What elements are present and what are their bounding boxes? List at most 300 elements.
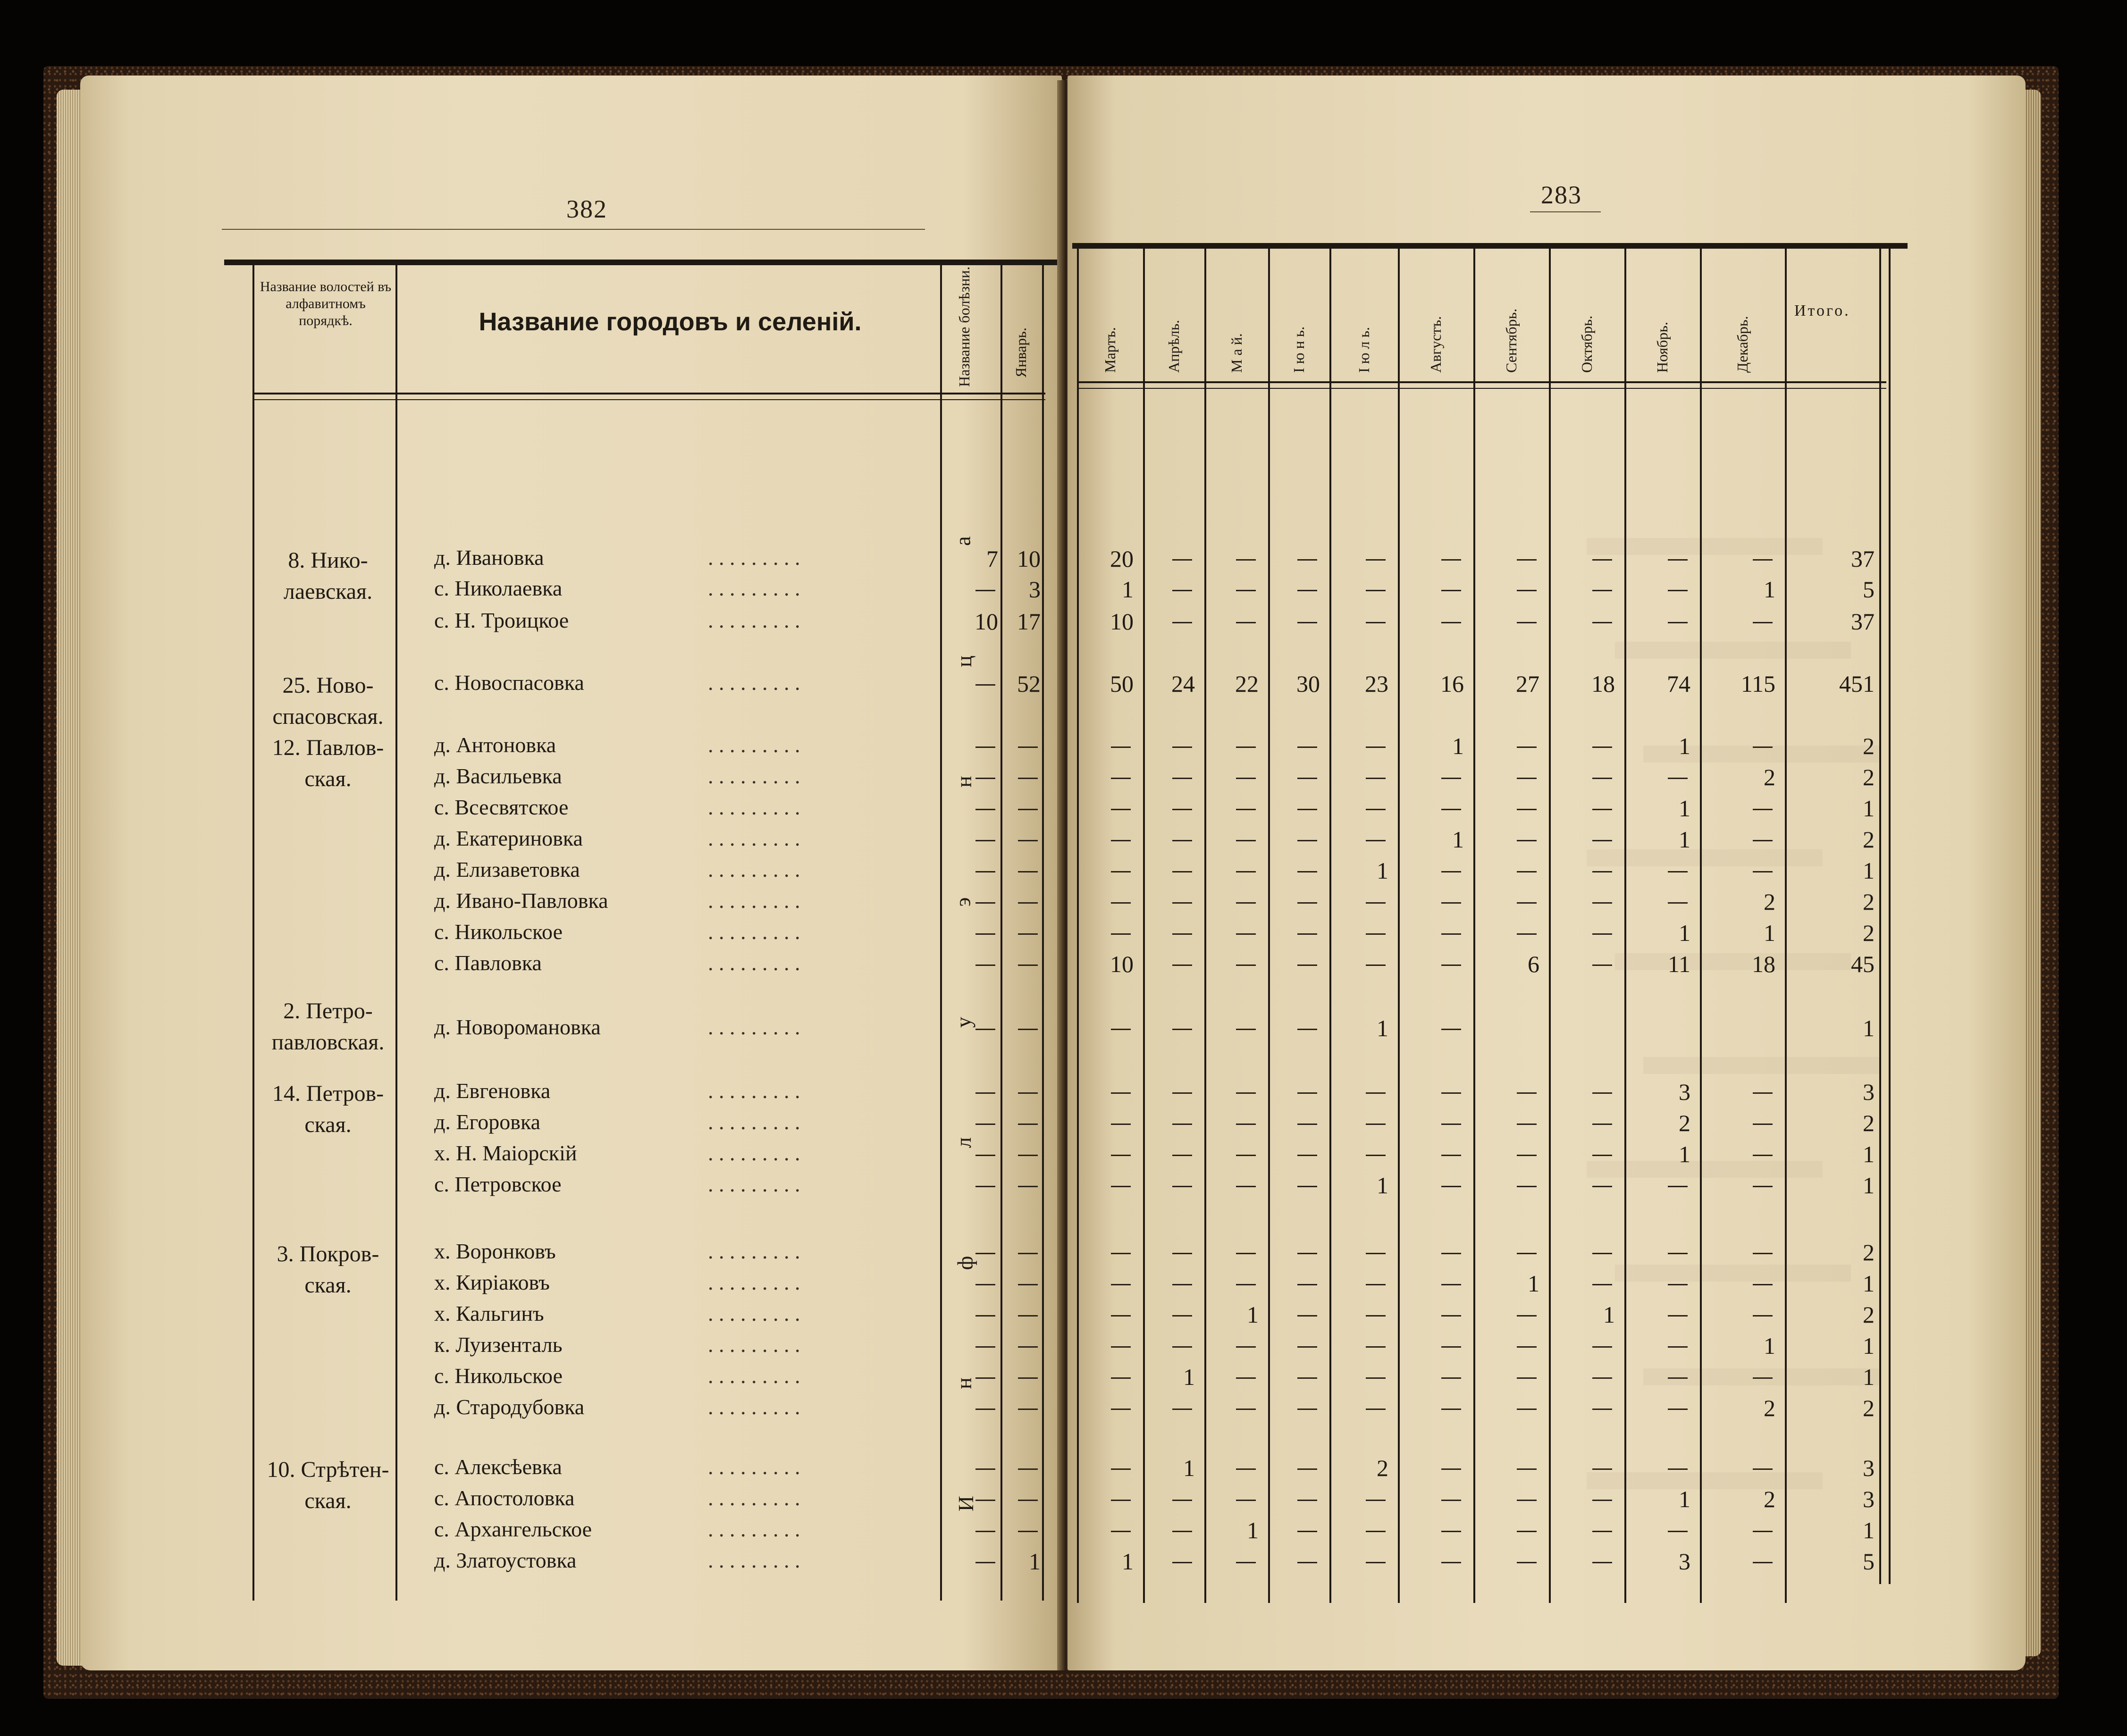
month-value-dash xyxy=(1297,1186,1317,1187)
month-value-dash xyxy=(1517,1315,1537,1317)
feb-value-dash xyxy=(1018,933,1038,935)
total-value: 2 xyxy=(1863,1239,1875,1266)
month-value-dash xyxy=(1172,1284,1192,1285)
month-value-dash xyxy=(1366,902,1386,904)
header-bottom-rule-2 xyxy=(1077,388,1886,389)
month-value: 115 xyxy=(1740,671,1775,697)
month-value-dash xyxy=(1753,1562,1773,1563)
month-value-dash xyxy=(1441,1531,1461,1532)
disease-letter: И xyxy=(954,1495,978,1512)
month-value-dash xyxy=(1753,1468,1773,1470)
jan-value-dash xyxy=(975,746,995,748)
month-value-dash xyxy=(1753,1186,1773,1187)
jan-value-dash xyxy=(975,684,995,686)
right-page xyxy=(1068,75,2026,1670)
month-value-dash xyxy=(1236,746,1256,748)
month-value-dash xyxy=(1236,590,1256,591)
feb-value-dash xyxy=(1018,1029,1038,1030)
column-divider xyxy=(1700,249,1702,1603)
table-left-border xyxy=(252,265,254,1601)
feb-value-dash xyxy=(1018,1155,1038,1156)
month-value-dash xyxy=(1172,559,1192,561)
month-value-dash xyxy=(1668,1253,1688,1254)
month-value: 1 xyxy=(1679,826,1690,853)
feb-value-dash xyxy=(1018,1531,1038,1532)
month-value: 74 xyxy=(1667,671,1690,697)
settlement-name: д. Елизаветовка xyxy=(434,857,580,881)
feb-value-dash xyxy=(1018,1500,1038,1501)
month-value-dash xyxy=(1441,1124,1461,1125)
month-value-dash xyxy=(1111,1346,1131,1348)
month-value: 1 xyxy=(1377,1172,1388,1199)
month-value-dash xyxy=(1441,902,1461,904)
month-value-dash xyxy=(1668,902,1688,904)
leader-dots: . . . . . . . . . xyxy=(708,764,800,788)
month-value-dash xyxy=(1172,1562,1192,1563)
jan-value-dash xyxy=(975,840,995,841)
month-value-dash xyxy=(1592,933,1612,935)
column-divider xyxy=(1473,249,1475,1603)
bleed-through-line xyxy=(1643,1368,1879,1385)
column-divider xyxy=(1549,249,1551,1603)
volost-name: 2. Петро- павловская. xyxy=(271,998,385,1055)
month-value-dash xyxy=(1111,1468,1131,1470)
month-value: 10 xyxy=(1110,608,1134,635)
month-value-dash xyxy=(1236,1562,1256,1563)
leader-dots: . . . . . . . . . xyxy=(708,920,800,944)
month-value-dash xyxy=(1753,622,1773,623)
month-value-dash xyxy=(1441,809,1461,810)
month-value: 1 xyxy=(1183,1455,1195,1481)
month-value-dash xyxy=(1668,1315,1688,1317)
month-value-dash xyxy=(1297,746,1317,748)
month-value-dash xyxy=(1668,622,1688,623)
month-value-dash xyxy=(1517,1409,1537,1410)
month-value-dash xyxy=(1172,840,1192,841)
settlement-name: с. Архангельское xyxy=(434,1517,592,1541)
month-value: 2 xyxy=(1377,1455,1388,1481)
month-value-dash xyxy=(1111,1124,1131,1125)
settlement-name: с. Никольское xyxy=(434,1364,563,1388)
header-disease: Название болѣзни. xyxy=(956,266,973,387)
month-value-dash xyxy=(1366,622,1386,623)
column-divider xyxy=(1204,249,1206,1603)
settlement-name: д. Ивановка xyxy=(434,545,544,570)
month-value-dash xyxy=(1592,622,1612,623)
month-value-dash xyxy=(1753,1284,1773,1285)
month-value-dash xyxy=(1236,1346,1256,1348)
leader-dots: . . . . . . . . . xyxy=(708,1517,800,1541)
bleed-through-line xyxy=(1643,746,1879,763)
jan-value: 7 xyxy=(986,545,998,572)
month-value: 1 xyxy=(1377,1015,1388,1041)
month-value-dash xyxy=(1366,778,1386,779)
total-value: 45 xyxy=(1851,951,1875,977)
month-value-dash xyxy=(1366,1500,1386,1501)
month-value-dash xyxy=(1366,933,1386,935)
month-value-dash xyxy=(1366,840,1386,841)
month-value-dash xyxy=(1592,1468,1612,1470)
month-value-dash xyxy=(1111,1409,1131,1410)
leader-dots: . . . . . . . . . xyxy=(708,1110,800,1134)
bleed-through-line xyxy=(1587,538,1823,555)
month-value-dash xyxy=(1172,1186,1192,1187)
month-value-dash xyxy=(1441,1377,1461,1379)
disease-letter: ф xyxy=(953,1256,977,1270)
month-value: 1 xyxy=(1679,795,1690,822)
jan-value-dash xyxy=(975,1409,995,1410)
month-value-dash xyxy=(1111,1531,1131,1532)
month-value-dash xyxy=(1366,1377,1386,1379)
month-value: 1 xyxy=(1764,1333,1775,1359)
jan-value-dash xyxy=(975,871,995,872)
month-value-dash xyxy=(1236,778,1256,779)
header-bottom-rule-2 xyxy=(252,399,1045,400)
month-value-dash xyxy=(1441,1253,1461,1254)
volost-name: 12. Павлов- ская. xyxy=(272,735,384,791)
month-value-dash xyxy=(1441,1186,1461,1187)
total-value: 1 xyxy=(1863,1270,1875,1297)
total-value: 2 xyxy=(1863,889,1875,915)
total-value: 451 xyxy=(1839,671,1875,697)
month-value-dash xyxy=(1172,871,1192,872)
month-value: 1 xyxy=(1247,1517,1259,1543)
month-value-dash xyxy=(1592,1562,1612,1563)
page-number-underline xyxy=(1530,211,1601,212)
month-value-dash xyxy=(1236,902,1256,904)
month-value-dash xyxy=(1592,1377,1612,1379)
month-value: 3 xyxy=(1679,1079,1690,1105)
jan-value-dash xyxy=(975,778,995,779)
month-value-dash xyxy=(1441,1029,1461,1030)
month-value-dash xyxy=(1172,1029,1192,1030)
column-divider xyxy=(1398,249,1400,1603)
feb-value-dash xyxy=(1018,840,1038,841)
month-value-dash xyxy=(1111,1155,1131,1156)
bleed-through-line xyxy=(1587,849,1823,866)
bleed-through-line xyxy=(1587,1472,1823,1489)
month-value-dash xyxy=(1366,1124,1386,1125)
month-header: Сентябрь. xyxy=(1503,308,1520,373)
disease-letter: э xyxy=(950,897,975,907)
month-value-dash xyxy=(1517,902,1537,904)
month-value: 1 xyxy=(1452,826,1464,853)
month-value-dash xyxy=(1236,1468,1256,1470)
month-value: 24 xyxy=(1171,671,1195,697)
leader-dots: . . . . . . . . . xyxy=(708,1548,800,1572)
feb-value-dash xyxy=(1018,1468,1038,1470)
month-value-dash xyxy=(1753,871,1773,872)
leader-dots: . . . . . . . . . xyxy=(708,1270,800,1294)
settlement-name: д. Егоровка xyxy=(434,1110,541,1134)
month-value-dash xyxy=(1668,778,1688,779)
month-value-dash xyxy=(1753,1155,1773,1156)
month-value-dash xyxy=(1592,559,1612,561)
feb-value-dash xyxy=(1018,1253,1038,1254)
month-value-dash xyxy=(1668,1468,1688,1470)
month-value-dash xyxy=(1517,809,1537,810)
month-value: 1 xyxy=(1603,1301,1615,1328)
feb-value: 17 xyxy=(1017,608,1041,635)
left-page xyxy=(80,75,1062,1670)
month-value-dash xyxy=(1111,1500,1131,1501)
month-value-dash xyxy=(1592,778,1612,779)
month-value-dash xyxy=(1517,778,1537,779)
month-value-dash xyxy=(1297,871,1317,872)
month-value-dash xyxy=(1517,1500,1537,1501)
month-value: 10 xyxy=(1110,951,1134,977)
total-value: 1 xyxy=(1863,1172,1875,1199)
jan-value-dash xyxy=(975,1468,995,1470)
month-value-dash xyxy=(1517,1186,1537,1187)
column-divider xyxy=(1042,265,1044,1601)
disease-letter: ц xyxy=(951,655,976,667)
page-number-right: 283 xyxy=(1541,181,1582,209)
total-value: 1 xyxy=(1863,1015,1875,1041)
bleed-through-line xyxy=(1643,1057,1879,1074)
month-value-dash xyxy=(1592,1253,1612,1254)
month-value: 30 xyxy=(1296,671,1320,697)
feb-value-dash xyxy=(1018,1346,1038,1348)
column-divider xyxy=(1624,249,1626,1603)
month-value-dash xyxy=(1111,1377,1131,1379)
total-value: 5 xyxy=(1863,1548,1875,1575)
jan-value-dash xyxy=(975,1092,995,1094)
settlement-name: с. Николаевка xyxy=(434,576,563,600)
feb-value-dash xyxy=(1018,1284,1038,1285)
month-value-dash xyxy=(1172,746,1192,748)
month-value-dash xyxy=(1366,1253,1386,1254)
month-value-dash xyxy=(1172,1092,1192,1094)
month-value-dash xyxy=(1111,933,1131,935)
month-value-dash xyxy=(1592,871,1612,872)
month-value-dash xyxy=(1297,840,1317,841)
month-value-dash xyxy=(1172,590,1192,591)
leader-dots: . . . . . . . . . xyxy=(708,857,800,881)
month-value-dash xyxy=(1517,1253,1537,1254)
month-value-dash xyxy=(1441,590,1461,591)
month-value-dash xyxy=(1753,1124,1773,1125)
month-value-dash xyxy=(1366,964,1386,966)
settlement-name: д. Новоромановка xyxy=(434,1015,601,1039)
month-value-dash xyxy=(1441,1155,1461,1156)
total-value: 1 xyxy=(1863,795,1875,822)
month-header: Мартъ. xyxy=(1101,327,1118,373)
month-value: 2 xyxy=(1764,1395,1775,1421)
month-value-dash xyxy=(1517,840,1537,841)
month-value-dash xyxy=(1236,809,1256,810)
month-value-dash xyxy=(1366,1346,1386,1348)
month-value-dash xyxy=(1441,933,1461,935)
month-value-dash xyxy=(1172,1531,1192,1532)
month-value-dash xyxy=(1517,1468,1537,1470)
month-value-dash xyxy=(1517,871,1537,872)
feb-value-dash xyxy=(1018,1315,1038,1317)
month-value-dash xyxy=(1517,1346,1537,1348)
volost-name: 3. Покров- ская. xyxy=(277,1241,379,1298)
month-value-dash xyxy=(1297,590,1317,591)
month-value-dash xyxy=(1592,1092,1612,1094)
total-value: 37 xyxy=(1851,608,1875,635)
column-divider xyxy=(1000,265,1002,1601)
leader-dots: . . . . . . . . . xyxy=(708,1141,800,1165)
feb-value-dash xyxy=(1018,1124,1038,1125)
month-value-dash xyxy=(1297,1315,1317,1317)
month-value: 1 xyxy=(1377,857,1388,884)
month-value-dash xyxy=(1172,622,1192,623)
total-value: 2 xyxy=(1863,733,1875,759)
settlement-name: х. Н. Маiорскiй xyxy=(434,1141,577,1165)
month-value-dash xyxy=(1366,746,1386,748)
feb-value: 1 xyxy=(1029,1548,1041,1575)
disease-letter: л xyxy=(951,1137,975,1148)
month-value-dash xyxy=(1753,1253,1773,1254)
settlement-name: с. Алексѣевка xyxy=(434,1455,562,1479)
month-value-dash xyxy=(1297,933,1317,935)
month-value-dash xyxy=(1668,1186,1688,1187)
month-value-dash xyxy=(1517,590,1537,591)
month-value-dash xyxy=(1111,1253,1131,1254)
month-value: 2 xyxy=(1764,889,1775,915)
header-month: Январь. xyxy=(1012,327,1029,377)
month-value-dash xyxy=(1366,1531,1386,1532)
month-header: І ю н ь. xyxy=(1290,326,1307,373)
leader-dots: . . . . . . . . . xyxy=(708,1486,800,1510)
total-value: 1 xyxy=(1863,1333,1875,1359)
table-top-rule xyxy=(1072,243,1908,249)
total-header: Итого. xyxy=(1794,302,1850,319)
feb-value-dash xyxy=(1018,1092,1038,1094)
total-value: 37 xyxy=(1851,545,1875,572)
total-value: 2 xyxy=(1863,1110,1875,1136)
month-value-dash xyxy=(1297,902,1317,904)
leader-dots: . . . . . . . . . xyxy=(708,951,800,975)
month-value-dash xyxy=(1592,1531,1612,1532)
month-value-dash xyxy=(1236,840,1256,841)
month-value-dash xyxy=(1366,1155,1386,1156)
month-value: 2 xyxy=(1764,764,1775,790)
month-value-dash xyxy=(1441,1284,1461,1285)
month-value-dash xyxy=(1111,1092,1131,1094)
month-value-dash xyxy=(1366,1284,1386,1285)
jan-value: 10 xyxy=(975,608,998,635)
disease-letter: н xyxy=(951,776,976,788)
month-value-dash xyxy=(1592,840,1612,841)
feb-value-dash xyxy=(1018,778,1038,779)
jan-value-dash xyxy=(975,964,995,966)
total-value: 1 xyxy=(1863,1364,1875,1390)
month-value-dash xyxy=(1297,559,1317,561)
month-value: 1 xyxy=(1247,1301,1259,1328)
month-value-dash xyxy=(1517,1155,1537,1156)
month-value: 1 xyxy=(1679,733,1690,759)
jan-value-dash xyxy=(975,1562,995,1563)
month-header: Августъ. xyxy=(1427,316,1444,373)
month-value: 2 xyxy=(1679,1110,1690,1136)
month-header: Ноябрь. xyxy=(1654,321,1671,373)
month-value-dash xyxy=(1592,1346,1612,1348)
month-value: 1 xyxy=(1764,576,1775,603)
total-value: 1 xyxy=(1863,1141,1875,1167)
month-value-dash xyxy=(1297,1562,1317,1563)
month-value: 1 xyxy=(1183,1364,1195,1390)
bleed-through-line xyxy=(1587,1161,1823,1178)
column-divider xyxy=(1329,249,1331,1603)
total-value: 3 xyxy=(1863,1455,1875,1481)
jan-value-dash xyxy=(975,1315,995,1317)
month-value-dash xyxy=(1592,902,1612,904)
month-value-dash xyxy=(1753,1531,1773,1532)
settlement-name: д. Евгеновка xyxy=(434,1079,551,1103)
feb-value-dash xyxy=(1018,1409,1038,1410)
month-value: 23 xyxy=(1365,671,1388,697)
month-value-dash xyxy=(1441,964,1461,966)
month-value-dash xyxy=(1236,1186,1256,1187)
month-value-dash xyxy=(1441,1092,1461,1094)
leader-dots: . . . . . . . . . xyxy=(708,1333,800,1357)
month-value-dash xyxy=(1517,622,1537,623)
month-value-dash xyxy=(1111,1315,1131,1317)
month-value-dash xyxy=(1297,1468,1317,1470)
month-value-dash xyxy=(1366,1315,1386,1317)
month-value: 2 xyxy=(1764,1486,1775,1512)
jan-value-dash xyxy=(975,1500,995,1501)
column-divider xyxy=(940,265,942,1601)
month-value-dash xyxy=(1297,778,1317,779)
month-value-dash xyxy=(1236,1253,1256,1254)
month-header: М а й. xyxy=(1227,333,1245,373)
month-value-dash xyxy=(1236,964,1256,966)
settlement-name: к. Луизенталь xyxy=(434,1333,563,1357)
settlement-name: д. Стародубовка xyxy=(434,1395,585,1419)
month-value-dash xyxy=(1441,1409,1461,1410)
month-header: Декабрь. xyxy=(1734,316,1751,373)
month-value-dash xyxy=(1441,622,1461,623)
feb-value-dash xyxy=(1018,902,1038,904)
month-value-dash xyxy=(1236,1155,1256,1156)
month-value-dash xyxy=(1592,1155,1612,1156)
table-top-rule xyxy=(224,260,1062,265)
month-value-dash xyxy=(1592,1500,1612,1501)
month-value-dash xyxy=(1297,964,1317,966)
total-value: 3 xyxy=(1863,1079,1875,1105)
month-value-dash xyxy=(1236,622,1256,623)
month-header: Апрѣль. xyxy=(1165,319,1182,373)
month-value-dash xyxy=(1172,902,1192,904)
month-value-dash xyxy=(1441,871,1461,872)
settlement-name: с. Новоспасовка xyxy=(434,671,584,695)
month-value-dash xyxy=(1592,1409,1612,1410)
total-value: 2 xyxy=(1863,1301,1875,1328)
month-value-dash xyxy=(1297,1346,1317,1348)
month-value-dash xyxy=(1592,590,1612,591)
volost-name: 10. Стрѣтен- ская. xyxy=(267,1457,389,1513)
month-value-dash xyxy=(1753,840,1773,841)
settlement-name: х. Кирiаковъ xyxy=(434,1270,550,1294)
month-value-dash xyxy=(1297,1253,1317,1254)
month-value-dash xyxy=(1111,809,1131,810)
month-value-dash xyxy=(1297,1155,1317,1156)
jan-value-dash xyxy=(975,590,995,591)
column-divider xyxy=(1785,249,1787,1603)
total-value: 3 xyxy=(1863,1486,1875,1512)
month-value-dash xyxy=(1668,590,1688,591)
month-value-dash xyxy=(1668,1346,1688,1348)
settlement-name: д. Антоновка xyxy=(434,733,556,757)
feb-value-dash xyxy=(1018,1186,1038,1187)
month-value-dash xyxy=(1297,1124,1317,1125)
feb-value-dash xyxy=(1018,871,1038,872)
